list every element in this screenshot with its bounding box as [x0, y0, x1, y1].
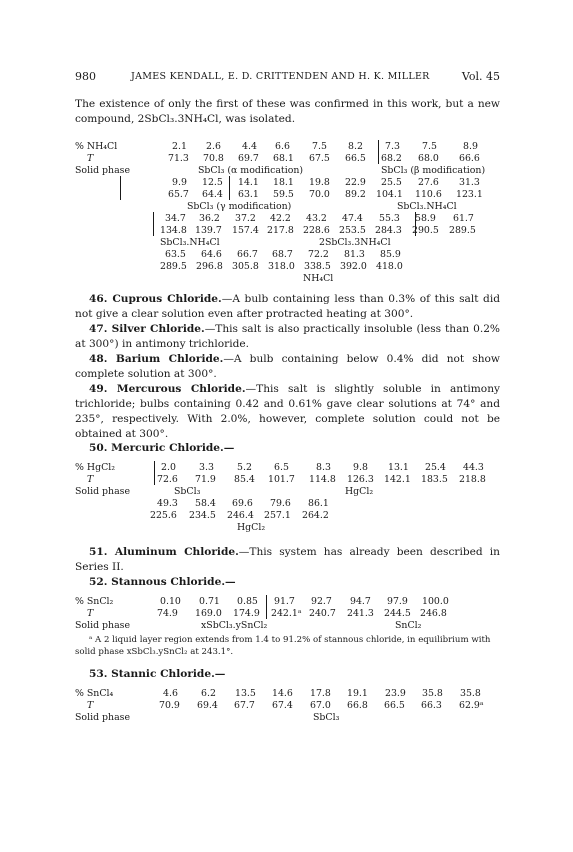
table-cell: 8.2: [348, 141, 363, 152]
section-text: —A bulb containing below 0.4% did not show complete solution at 300°.: [75, 353, 500, 380]
table-cell: 70.9: [159, 700, 180, 711]
table-cell: 22.9: [345, 177, 366, 188]
table-cell: 7.5: [422, 141, 437, 152]
table-cell: 36.2: [199, 213, 220, 224]
table-cell: 62.9ᵃ: [459, 700, 484, 711]
table-cell: 66.5: [384, 700, 405, 711]
table-cell: 70.0: [309, 189, 330, 200]
table-cell: 44.3: [463, 462, 484, 473]
table-cell: 85.4: [234, 474, 255, 485]
table-cell: 79.6: [270, 498, 291, 509]
table-cell: 71.3: [168, 153, 189, 164]
table-row: [75, 225, 505, 237]
row-label: T: [87, 608, 94, 619]
table-cell: 68.0: [418, 153, 439, 164]
table-cell: 85.9: [380, 249, 401, 260]
table-cell: 70.8: [203, 153, 224, 164]
table-cell: 134.8: [160, 225, 187, 236]
table-row: [75, 474, 505, 486]
table-cell: 25.5: [381, 177, 402, 188]
table-cell: 217.8: [267, 225, 294, 236]
table-cell: 25.4: [425, 462, 446, 473]
column-divider: [120, 176, 121, 200]
section-text: —This salt is slightly soluble in antimony trichloride; bulbs containing 0.42 and 0.61% gave clear solutions at 74° and 235°, respectively. With 2.0%, however, complete solution could not be obtained at 300°.: [75, 383, 500, 440]
table-cell: 338.5: [304, 261, 331, 272]
page-number: 980: [75, 70, 96, 83]
table-row: [75, 522, 505, 534]
solid-phase-label: SnCl₂: [395, 620, 422, 631]
table-cell: 3.3: [199, 462, 214, 473]
table-cell: 69.7: [238, 153, 259, 164]
table-cell: 225.6: [150, 510, 177, 521]
table-row: [75, 486, 505, 498]
table-row: [75, 141, 505, 153]
table-row: [75, 596, 505, 608]
table-cell: 104.1: [376, 189, 403, 200]
table-cell: 241.3: [347, 608, 374, 619]
table-cell: 228.6: [303, 225, 330, 236]
table-cell: 43.2: [306, 213, 327, 224]
solid-phase-label: SbCl₃: [174, 486, 201, 497]
table-cell: 68.7: [272, 249, 293, 260]
table-cell: 240.7: [309, 608, 336, 619]
table-cell: 97.9: [387, 596, 408, 607]
section-51: [75, 545, 500, 575]
table-cell: 72.2: [308, 249, 329, 260]
table-cell: 66.6: [459, 153, 480, 164]
solid-phase-label: SbCl₃ (γ modification): [187, 201, 292, 212]
solid-phase-label: HgCl₂: [345, 486, 374, 497]
table-cell: 234.5: [189, 510, 216, 521]
table-cell: 183.5: [421, 474, 448, 485]
table-row: [75, 498, 505, 510]
volume-label: Vol. 45: [461, 70, 500, 83]
column-divider: [415, 212, 416, 236]
table-cell: 4.6: [163, 688, 178, 699]
column-divider: [153, 212, 154, 236]
table-cell: 157.4: [232, 225, 259, 236]
table-cell: 12.5: [202, 177, 223, 188]
table-cell: 5.2: [237, 462, 252, 473]
table-cell: 7.5: [312, 141, 327, 152]
table-cell: 42.2: [270, 213, 291, 224]
table-row: [75, 510, 505, 522]
table-cell: 9.8: [353, 462, 368, 473]
intro-paragraph: The existence of only the first of these was confirmed in this work, but a new compound, 2SbCl₃.3NH₄Cl, was isolated.: [75, 98, 500, 125]
table-row: [75, 608, 505, 620]
solid-phase-label: xSbCl₃.ySnCl₂: [201, 620, 268, 631]
table-row: [75, 462, 505, 474]
table-cell: 59.5: [273, 189, 294, 200]
table-cell: 66.5: [345, 153, 366, 164]
table-row: [75, 700, 505, 712]
table-cell: 101.7: [268, 474, 295, 485]
table-cell: 35.8: [460, 688, 481, 699]
table-cell: 290.5: [412, 225, 439, 236]
table-cell: 110.6: [415, 189, 442, 200]
table-cell: 31.3: [459, 177, 480, 188]
section-52-heading: 52. Stannous Chloride.—: [89, 576, 236, 588]
table-cell: 392.0: [340, 261, 367, 272]
table-cell: 0.71: [199, 596, 220, 607]
table-cell: 55.3: [379, 213, 400, 224]
table-cell: 91.7: [274, 596, 295, 607]
table-cell: 242.1ᵃ: [271, 608, 302, 619]
footnote: ᵃ A 2 liquid layer region extends from 1.4 to 91.2% of stannous chloride, in equilibrium with solid phase xSbCl₃.ySnCl₂ at 243.1°.: [75, 635, 491, 657]
table-cell: 284.3: [375, 225, 402, 236]
table-cell: 0.10: [160, 596, 181, 607]
table-cell: 7.3: [385, 141, 400, 152]
solid-phase-label: HgCl₂: [237, 522, 266, 533]
table-cell: 264.2: [302, 510, 329, 521]
table-cell: 69.6: [232, 498, 253, 509]
table-cell: 126.3: [347, 474, 374, 485]
table-cell: 68.1: [273, 153, 294, 164]
table-cell: 66.7: [237, 249, 258, 260]
table-cell: 67.7: [234, 700, 255, 711]
table-cell: 67.5: [309, 153, 330, 164]
table-row: [75, 712, 505, 724]
table-cell: 13.5: [235, 688, 256, 699]
table-cell: 86.1: [308, 498, 329, 509]
table-cell: 418.0: [376, 261, 403, 272]
row-label: % NH₄Cl: [75, 141, 118, 152]
table-row: [75, 273, 505, 285]
section-text: —A bulb containing less than 0.3% of this salt did not give a clear solution even after protracted heating at 300°.: [75, 293, 501, 320]
table-cell: 63.5: [165, 249, 186, 260]
table-cell: 14.6: [272, 688, 293, 699]
section-text: —This system has already been described in Series II.: [75, 546, 501, 573]
solid-phase-label: SbCl₃ (β modification): [381, 165, 486, 176]
table-row: [75, 620, 505, 632]
table-cell: 2.6: [206, 141, 221, 152]
section-heading: 46. Cuprous Chloride.: [89, 293, 222, 305]
table-cell: 6.5: [274, 462, 289, 473]
section-text: —This salt is also practically insoluble (less than 0.2% at 300°) in antimony trichloride.: [75, 323, 500, 350]
table-cell: 81.3: [344, 249, 365, 260]
table-cell: 8.3: [316, 462, 331, 473]
table-cell: 68.2: [381, 153, 402, 164]
section-48: [75, 352, 500, 382]
table-cell: 142.1: [384, 474, 411, 485]
table-row: [75, 688, 505, 700]
table-cell: 65.7: [168, 189, 189, 200]
table-cell: 289.5: [160, 261, 187, 272]
row-label: T: [87, 474, 94, 485]
table-cell: 4.4: [242, 141, 257, 152]
table-cell: 18.1: [273, 177, 294, 188]
table-row: [75, 153, 505, 165]
table-cell: 63.1: [238, 189, 259, 200]
table-cell: 257.1: [264, 510, 291, 521]
table-cell: 13.1: [388, 462, 409, 473]
table-cell: 67.4: [272, 700, 293, 711]
table-cell: 289.5: [449, 225, 476, 236]
table-cell: 19.1: [347, 688, 368, 699]
table-cell: 17.8: [310, 688, 331, 699]
solid-phase-label: SbCl₃: [313, 712, 340, 723]
table-cell: 49.3: [157, 498, 178, 509]
solid-phase-label: SbCl₃ (α modification): [198, 165, 304, 176]
table-cell: 174.9: [233, 608, 260, 619]
table-cell: 19.8: [309, 177, 330, 188]
table-cell: 2.1: [172, 141, 187, 152]
section-46: [75, 292, 500, 322]
solid-phase-label: SbCl₃.NH₄Cl: [160, 237, 220, 248]
table-cell: 8.9: [463, 141, 478, 152]
table-row: [75, 177, 505, 189]
table-cell: 305.8: [232, 261, 259, 272]
table-cell: 74.9: [157, 608, 178, 619]
table-cell: 92.7: [311, 596, 332, 607]
table-cell: 66.8: [347, 700, 368, 711]
solid-phase-label: 2SbCl₃.3NH₄Cl: [319, 237, 391, 248]
table-cell: 100.0: [422, 596, 449, 607]
column-divider: [266, 595, 267, 619]
table-cell: 37.2: [235, 213, 256, 224]
table-cell: 6.2: [201, 688, 216, 699]
table-cell: 64.6: [201, 249, 222, 260]
row-label: Solid phase: [75, 620, 131, 631]
table-cell: 169.0: [195, 608, 222, 619]
column-divider: [154, 461, 155, 485]
table-cell: 58.4: [195, 498, 216, 509]
table-cell: 34.7: [165, 213, 186, 224]
section-heading: 48. Barium Chloride.: [89, 353, 224, 365]
row-label: % HgCl₂: [75, 462, 115, 473]
table-cell: 2.0: [161, 462, 176, 473]
table-cell: 246.8: [420, 608, 447, 619]
table-row: [75, 237, 505, 249]
table-cell: 14.1: [238, 177, 259, 188]
row-label: Solid phase: [75, 165, 131, 176]
table-cell: 244.5: [384, 608, 411, 619]
section-47: [75, 322, 500, 352]
running-header: [75, 70, 500, 86]
running-head-authors: JAMES KENDALL, E. D. CRITTENDEN AND H. K. MILLER: [131, 71, 430, 82]
table-cell: 6.6: [275, 141, 290, 152]
row-label: % SnCl₂: [75, 596, 114, 607]
table-row: [75, 249, 505, 261]
table-cell: 246.4: [227, 510, 254, 521]
section-49: [75, 382, 500, 442]
table-cell: 318.0: [268, 261, 295, 272]
table-cell: 35.8: [422, 688, 443, 699]
row-label: % SnCl₄: [75, 688, 114, 699]
row-label: T: [87, 153, 94, 164]
table-cell: 71.9: [195, 474, 216, 485]
section-heading: 47. Silver Chloride.: [89, 323, 205, 335]
table-cell: 64.4: [202, 189, 223, 200]
table-cell: 66.3: [421, 700, 442, 711]
section-heading: 51. Aluminum Chloride.: [89, 546, 239, 558]
row-label: Solid phase: [75, 712, 131, 723]
table-cell: 218.8: [459, 474, 486, 485]
table-cell: 47.4: [342, 213, 363, 224]
column-divider: [229, 176, 230, 200]
table-row: [75, 213, 505, 225]
table-row: [75, 261, 505, 273]
table-row: [75, 189, 505, 201]
row-label: T: [87, 700, 94, 711]
table-cell: 69.4: [197, 700, 218, 711]
section-50-heading: 50. Mercuric Chloride.—: [89, 442, 235, 454]
row-label: Solid phase: [75, 486, 131, 497]
table-cell: 139.7: [195, 225, 222, 236]
column-divider: [378, 140, 379, 164]
table-cell: 89.2: [345, 189, 366, 200]
table-cell: 58.9: [415, 213, 436, 224]
table-cell: 61.7: [453, 213, 474, 224]
table-row: [75, 165, 505, 177]
table-cell: 9.9: [172, 177, 187, 188]
section-heading: 49. Mercurous Chloride.: [89, 383, 246, 395]
table-cell: 0.85: [237, 596, 258, 607]
table-cell: 114.8: [309, 474, 336, 485]
table-row: [75, 201, 505, 213]
table-cell: 27.6: [418, 177, 439, 188]
table-cell: 296.8: [196, 261, 223, 272]
table-cell: 72.6: [157, 474, 178, 485]
solid-phase-label: NH₄Cl: [303, 273, 334, 284]
table-cell: 94.7: [350, 596, 371, 607]
solid-phase-label: SbCl₃.NH₄Cl: [397, 201, 457, 212]
section-53-heading: 53. Stannic Chloride.—: [89, 668, 226, 680]
table-cell: 67.0: [310, 700, 331, 711]
table-cell: 253.5: [339, 225, 366, 236]
table-cell: 23.9: [385, 688, 406, 699]
table-cell: 123.1: [456, 189, 483, 200]
